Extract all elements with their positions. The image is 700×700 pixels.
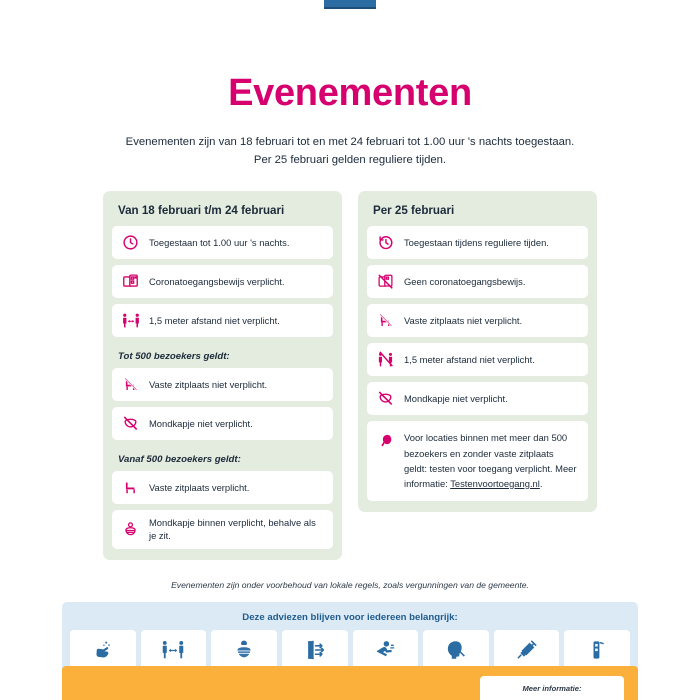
keep-distance-icon <box>161 637 185 662</box>
rule-row-toegestaan-tot <box>112 226 333 259</box>
top-accent-bar-container <box>0 0 700 12</box>
rule-row-mondkapje-binnen-verplicht <box>112 510 333 549</box>
rule-row-label: 1,5 meter afstand niet verplicht. <box>404 353 535 365</box>
footer-more-info-label: Meer informatie: <box>522 683 582 693</box>
panel-left-title: Van 18 februari t/m 24 februari <box>118 204 285 218</box>
rule-row-reguliere-tijden <box>367 226 588 259</box>
intro-line-1: Evenementen zijn van 18 februari tot en met 24 februari tot 1.00 uur 's nachts toegestaan. <box>125 135 575 148</box>
rule-row-label: Geen coronatoegangsbewijs. <box>404 275 526 287</box>
wash-hands-icon <box>92 637 114 662</box>
corona-certificate-crossed-icon <box>376 272 395 291</box>
footer-orange-bar <box>62 666 638 700</box>
rule-row-zitplaats-niet-verplicht <box>367 304 588 337</box>
rule-row-note-text <box>404 430 579 490</box>
rule-row-label: Vaste zitplaats niet verplicht. <box>149 378 268 390</box>
seat-icon <box>121 478 140 497</box>
top-accent-bar <box>324 0 376 9</box>
rule-row-coronatoegangsbewijs <box>112 265 333 298</box>
clock-icon <box>121 233 140 252</box>
cough-elbow-icon <box>374 637 396 662</box>
rule-row-geen-coronatoegangsbewijs <box>367 265 588 298</box>
testenvoortoegang-link[interactable]: Testenvoortoegang.nl <box>450 477 540 489</box>
wear-facemask-icon <box>233 637 255 662</box>
rule-row-label: Vaste zitplaats niet verplicht. <box>404 314 523 326</box>
rule-row-label: Coronatoegangsbewijs verplicht. <box>149 275 285 287</box>
facemask-icon <box>121 520 140 539</box>
distance-icon <box>121 311 140 330</box>
rule-row-label: Toegestaan tot 1.00 uur 's nachts. <box>149 236 290 248</box>
vaccine-syringe-icon <box>516 637 538 662</box>
footer-more-info-card[interactable] <box>480 676 624 700</box>
rule-row-mondkapje-niet-verplicht <box>367 382 588 415</box>
rule-row-label: Mondkapje niet verplicht. <box>404 392 508 404</box>
disclaimer-text: Evenementen zijn onder voorbehoud van lokale regels, zoals vergunningen van de gemeente. <box>171 580 529 591</box>
rule-row-mondkapje-niet-verplicht <box>112 407 333 440</box>
distance-crossed-icon <box>376 350 395 369</box>
test-swab-icon <box>376 431 395 450</box>
rules-panels <box>0 191 700 560</box>
panel-van-18-februari <box>103 191 342 560</box>
rule-row-zitplaats-verplicht <box>112 471 333 504</box>
panel-right-title: Per 25 februari <box>373 204 455 218</box>
rule-row-label: Mondkapje niet verplicht. <box>149 417 253 429</box>
rule-row-zitplaats-niet-verplicht <box>112 368 333 401</box>
advice-band-heading: Deze adviezen blijven voor iedereen belangrijk: <box>242 612 458 624</box>
facemask-crossed-icon <box>376 389 395 408</box>
clock-back-icon <box>376 233 395 252</box>
panel-per-25-februari <box>358 191 597 511</box>
stay-home-test-icon <box>445 637 467 662</box>
rule-row-label: Toegestaan tijdens reguliere tijden. <box>404 236 549 248</box>
page-title: Evenementen <box>228 72 472 114</box>
rule-row-testen-voor-toegang <box>367 421 588 500</box>
subheading-vanaf-500: Vanaf 500 bezoekers geldt: <box>118 454 241 466</box>
seat-crossed-icon <box>376 311 395 330</box>
intro-line-2: Per 25 februari gelden reguliere tijden. <box>253 154 447 167</box>
intro-text <box>0 133 700 170</box>
subheading-tot-500: Tot 500 bezoekers geldt: <box>118 351 230 363</box>
rule-row-label: Mondkapje binnen verplicht, behalve als je zit. <box>149 517 316 541</box>
rule-row-afstand-niet-verplicht <box>367 343 588 376</box>
seat-crossed-icon <box>121 375 140 394</box>
note-text-before-link: Voor locaties binnen met meer dan 500 bezoekers en zonder vaste zitplaats geldt: testen voor toegang verplicht. Meer informatie: <box>404 432 577 489</box>
rule-row-label: Vaste zitplaats verplicht. <box>149 481 250 493</box>
facemask-crossed-icon <box>121 414 140 433</box>
note-text-after-link: . <box>539 477 543 489</box>
rule-row-label: 1,5 meter afstand niet verplicht. <box>149 314 280 326</box>
rule-row-afstand-niet-verplicht <box>112 304 333 337</box>
title-area <box>0 74 700 169</box>
ventilation-icon <box>304 637 326 662</box>
self-test-icon <box>586 637 608 662</box>
corona-certificate-icon <box>121 272 140 291</box>
